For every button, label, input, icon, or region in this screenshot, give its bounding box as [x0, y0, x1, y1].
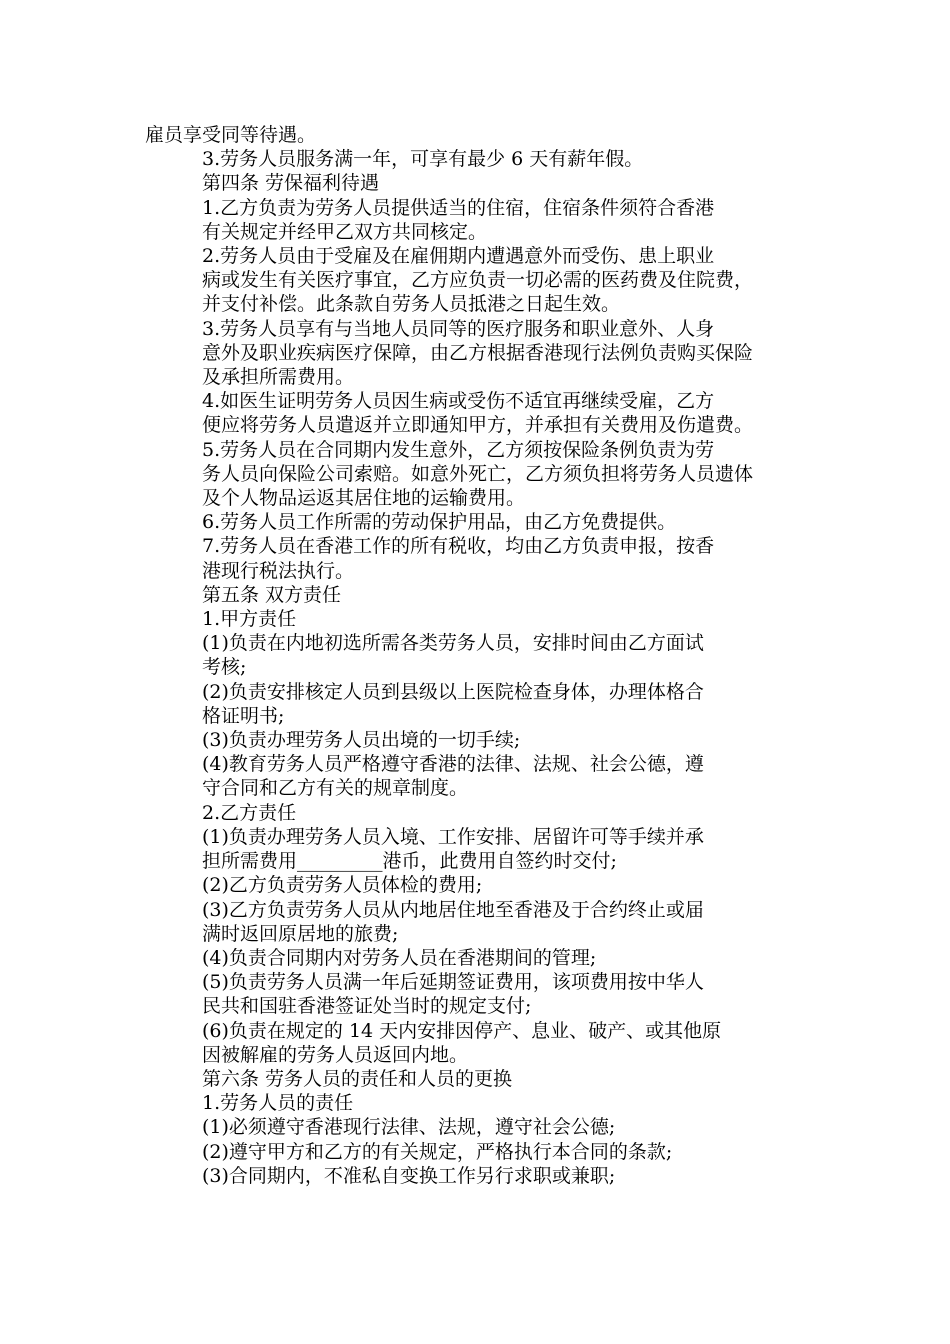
paragraph: [145, 244, 810, 317]
text-line: 2.乙方责任: [202, 801, 297, 824]
text-line: (6)负责在规定的 14 天内安排因停产、息业、破产、或其他原: [202, 1019, 722, 1042]
text-line: 第五条 双方责任: [202, 583, 342, 606]
text-line: 及个人物品运返其居住地的运输费用。: [202, 487, 526, 510]
paragraph: [145, 171, 810, 195]
text-line: (3)负责办理劳务人员出境的一切手续;: [202, 729, 521, 752]
text-line: 1.甲方责任: [202, 608, 297, 631]
text-line: 5.劳务人员在合同期内发生意外，乙方须按保险条例负责为劳: [202, 438, 715, 461]
text-line: 担所需费用_________港币，此费用自签约时交付;: [202, 850, 617, 873]
paragraph: [145, 1115, 810, 1139]
paragraph: [145, 389, 810, 437]
text-line: 4.如医生证明劳务人员因生病或受伤不适宜再继续受雇，乙方: [202, 390, 715, 413]
paragraph: [145, 1164, 810, 1188]
text-line: 6.劳务人员工作所需的劳动保护用品，由乙方免费提供。: [202, 511, 677, 534]
text-line: 有关规定并经甲乙双方共同核定。: [202, 220, 488, 243]
text-line: 民共和国驻香港签证处当时的规定支付;: [202, 995, 532, 1018]
text-line: 考核;: [202, 656, 247, 679]
text-line: (3)合同期内，不准私自变换工作另行求职或兼职;: [202, 1164, 616, 1187]
text-line: 便应将劳务人员遣返并立即通知甲方，并承担有关费用及伤遣费。: [202, 414, 754, 437]
paragraph: [145, 631, 810, 679]
text-line: 因被解雇的劳务人员返回内地。: [202, 1043, 469, 1066]
paragraph: [145, 801, 810, 825]
text-line: (2)乙方负责劳务人员体检的费用;: [202, 874, 483, 897]
text-line: 满时返回原居地的旅费;: [202, 922, 399, 945]
text-line: (5)负责劳务人员满一年后延期签证费用，该项费用按中华人: [202, 971, 704, 994]
text-line: (4)教育劳务人员严格遵守香港的法律、法规、社会公德，遵: [202, 753, 704, 776]
paragraph: [145, 970, 810, 1018]
paragraph: [145, 680, 810, 728]
paragraph: [145, 438, 810, 511]
paragraph: [145, 1140, 810, 1164]
text-line: 第六条 劳务人员的责任和人员的更换: [202, 1067, 513, 1090]
paragraph: [145, 196, 810, 244]
paragraph: [145, 898, 810, 946]
paragraph: [145, 873, 810, 897]
paragraph: [145, 752, 810, 800]
paragraph: [145, 1019, 810, 1067]
paragraph: [145, 825, 810, 873]
text-line: (1)负责在内地初选所需各类劳务人员，安排时间由乙方面试: [202, 632, 704, 655]
text-line: 意外及职业疾病医疗保障，由乙方根据香港现行法例负责购买保险: [202, 341, 754, 364]
text-line: 并支付补偿。此条款自劳务人员抵港之日起生效。: [202, 293, 621, 316]
text-line: (4)负责合同期内对劳务人员在香港期间的管理;: [202, 946, 597, 969]
text-line: 2.劳务人员由于受雇及在雇佣期内遭遇意外而受伤、患上职业: [202, 245, 715, 268]
paragraph: [145, 607, 810, 631]
text-line: 港现行税法执行。: [202, 559, 355, 582]
text-line: 7.劳务人员在香港工作的所有税收，均由乙方负责申报，按香: [202, 535, 715, 558]
paragraph: [145, 1091, 810, 1115]
text-line: (2)遵守甲方和乙方的有关规定，严格执行本合同的条款;: [202, 1140, 673, 1163]
paragraph: [145, 317, 810, 390]
document-body: [145, 123, 810, 1188]
text-line: (2)负责安排核定人员到县级以上医院检查身体，办理体格合: [202, 680, 704, 703]
paragraph: [145, 1067, 810, 1091]
text-line: 第四条 劳保福利待遇: [202, 172, 380, 195]
text-line: 务人员向保险公司索赔。如意外死亡，乙方须负担将劳务人员遗体: [202, 462, 754, 485]
paragraph: [145, 534, 810, 582]
text-line: 1.乙方负责为劳务人员提供适当的住宿，住宿条件须符合香港: [202, 196, 715, 219]
paragraph: [145, 510, 810, 534]
paragraph: [145, 583, 810, 607]
paragraph: [145, 123, 810, 147]
text-line: (1)必须遵守香港现行法律、法规，遵守社会公德;: [202, 1116, 616, 1139]
paragraph: [145, 147, 810, 171]
text-line: 雇员享受同等待遇。: [145, 124, 317, 146]
text-line: (1)负责办理劳务人员入境、工作安排、居留许可等手续并承: [202, 825, 704, 848]
text-line: 3.劳务人员服务满一年，可享有最少 6 天有薪年假。: [202, 148, 644, 171]
text-line: 及承担所需费用。: [202, 366, 355, 389]
text-line: 病或发生有关医疗事宜，乙方应负责一切必需的医药费及住院费，: [202, 269, 754, 292]
text-line: 格证明书;: [202, 704, 285, 727]
text-line: 1.劳务人员的责任: [202, 1092, 354, 1115]
paragraph: [145, 946, 810, 970]
text-line: 3.劳务人员享有与当地人员同等的医疗服务和职业意外、人身: [202, 317, 715, 340]
text-line: (3)乙方负责劳务人员从内地居住地至香港及于合约终止或届: [202, 898, 704, 921]
text-line: 守合同和乙方有关的规章制度。: [202, 777, 469, 800]
paragraph: [145, 728, 810, 752]
